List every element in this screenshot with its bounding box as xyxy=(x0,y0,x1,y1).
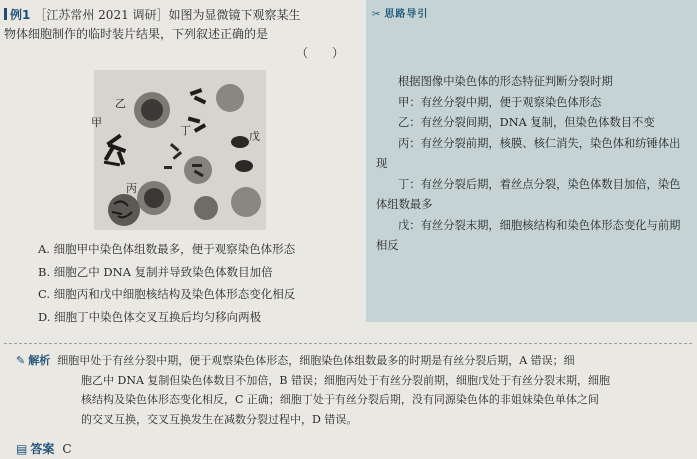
option-b: B. 细胞乙中 DNA 复制并导致染色体数目加倍 xyxy=(38,264,273,279)
guide-line: 根据图像中染色体的形态特征判断分裂时期 xyxy=(398,75,613,88)
question-stem-line2: 物体细胞制作的临时装片结果，下列叙述正确的是 xyxy=(4,27,269,41)
analysis-line-2: 胞乙中 DNA 复制但染色体数目不加倍，B 错误；细胞丙处于有丝分裂前期，细胞戊处于有丝分裂末期，细胞 xyxy=(81,373,610,387)
guide-line: 戊：有丝分裂末期，细胞核结构和染色体形态变化与前期相反 xyxy=(376,218,681,252)
analysis-block xyxy=(16,351,692,429)
figure-label-ding: 丁 xyxy=(180,124,191,137)
analysis-line-1: ✎ 解析 细胞甲处于有丝分裂中期，便于观察染色体形态，细胞染色体组数最多的时期是有丝分裂后期，A 错误；细 xyxy=(16,351,692,371)
answer-value: C xyxy=(62,442,72,456)
figure-label-wu: 戊 xyxy=(249,130,260,143)
answer-paren: （ ） xyxy=(296,46,345,60)
figure-label-yi: 乙 xyxy=(115,97,126,110)
scissors-icon: ✂ xyxy=(372,9,382,20)
figure-label-jia: 甲 xyxy=(91,116,102,129)
question-stem-line1: 如图为显微镜下观察某生 xyxy=(168,8,301,22)
question-tag: 例1 xyxy=(4,8,30,22)
option-c: C. 细胞丙和戊中细胞核结构及染色体形态变化相反 xyxy=(38,287,296,301)
options-list xyxy=(38,238,295,328)
guide-line: 甲：有丝分裂中期，便于观察染色体形态 xyxy=(398,95,602,109)
guide-panel xyxy=(366,0,697,322)
section-divider xyxy=(4,343,692,344)
question-stem xyxy=(4,6,360,44)
option-d: D. 细胞丁中染色体交叉互换后均匀移向两极 xyxy=(38,309,262,324)
guide-title: ✂ 思路导引 xyxy=(372,9,429,20)
micrograph-image xyxy=(94,70,266,230)
guide-line: 丁：有丝分裂后期，着丝点分裂，染色体数目加倍，染色体组数最多 xyxy=(376,177,681,211)
pen-icon: ✎ xyxy=(16,354,26,367)
notebook-icon: ▤ xyxy=(16,442,28,456)
question-source: ［江苏常州 2021 调研］ xyxy=(34,8,169,22)
micrograph-drawing xyxy=(94,70,266,230)
figure-label-bing: 丙 xyxy=(126,182,137,195)
guide-body xyxy=(376,72,688,257)
analysis-line-3: 核结构及染色体形态变化相反，C 正确；细胞丁处于有丝分裂后期，没有同源染色体的非姐妹染色单体之间 xyxy=(81,393,599,406)
option-a: A. 细胞甲中染色体组数最多，便于观察染色体形态 xyxy=(38,242,296,256)
guide-line: 丙：有丝分裂前期，核膜、核仁消失，染色体和纺锤体出现 xyxy=(376,136,681,170)
answer-tag: ▤ 答案 xyxy=(16,442,55,456)
guide-line: 乙：有丝分裂间期，DNA 复制，但染色体数目不变 xyxy=(398,116,655,129)
analysis-tag: ✎ 解析 xyxy=(16,354,50,367)
analysis-line-4: 的交叉互换，交叉互换发生在减数分裂过程中，D 错误。 xyxy=(81,412,358,426)
answer-block xyxy=(16,440,72,457)
